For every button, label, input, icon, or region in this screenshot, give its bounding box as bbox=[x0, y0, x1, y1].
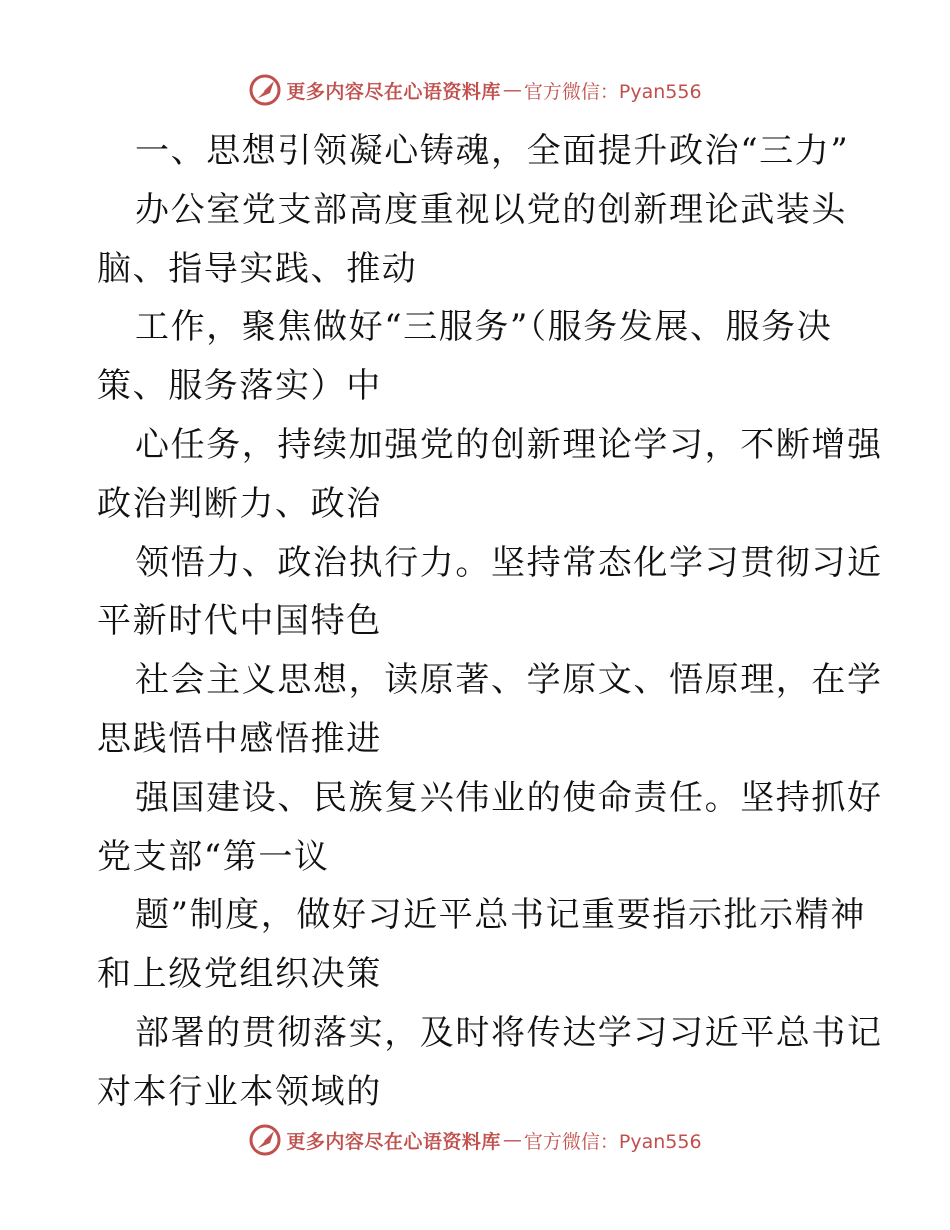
watermark-brand: 更多内容尽在心语资料库 bbox=[286, 80, 501, 103]
paragraph-line: 心任务，持续加强党的创新理论学习，不断增强 bbox=[135, 424, 883, 465]
paragraph-line: 社会主义思想，读原著、学原文、悟原理，在学 bbox=[135, 660, 883, 701]
watermark-contact: 官方微信：Pyan556 bbox=[523, 80, 702, 103]
paragraph-line: 和上级党组织决策 bbox=[97, 954, 382, 995]
paragraph-line: 思践悟中感悟推进 bbox=[97, 718, 382, 759]
document-body bbox=[97, 122, 883, 1122]
header-watermark bbox=[0, 70, 950, 110]
paragraph-line: 部署的贯彻落实，及时将传达学习习近平总书记 bbox=[135, 1012, 883, 1053]
paragraph-line: 策、服务落实）中 bbox=[97, 366, 382, 407]
paragraph-line: 党支部“第一议 bbox=[97, 836, 330, 877]
paragraph-line: 政治判断力、政治 bbox=[97, 483, 382, 524]
paragraph-line: 题”制度，做好习近平总书记重要指示批示精神 bbox=[135, 895, 866, 936]
paragraph-line: 平新时代中国特色 bbox=[97, 601, 382, 642]
paragraph-line: 办公室党支部高度重视以党的创新理论武装头 bbox=[135, 189, 847, 230]
watermark-separator: — bbox=[502, 1129, 522, 1151]
paragraph-line: 强国建设、民族复兴伟业的使命责任。坚持抓好 bbox=[135, 777, 883, 818]
paragraph-line: 工作，聚焦做好“三服务”（服务发展、服务决 bbox=[135, 307, 833, 348]
paragraph-line: 领悟力、政治执行力。坚持常态化学习贯彻习近 bbox=[135, 542, 883, 583]
watermark-separator: — bbox=[502, 79, 522, 101]
paragraph-line: 对本行业本领域的 bbox=[97, 1071, 382, 1112]
watermark-contact: 官方微信：Pyan556 bbox=[523, 1130, 702, 1153]
heading-line: 一、思想引领凝心铸魂，全面提升政治“三力” bbox=[135, 131, 850, 171]
quill-logo-icon bbox=[248, 1123, 282, 1157]
quill-logo-icon bbox=[248, 73, 282, 107]
footer-watermark bbox=[0, 1120, 950, 1160]
watermark-brand: 更多内容尽在心语资料库 bbox=[286, 1130, 501, 1153]
paragraph-line: 脑、指导实践、推动 bbox=[97, 248, 418, 289]
